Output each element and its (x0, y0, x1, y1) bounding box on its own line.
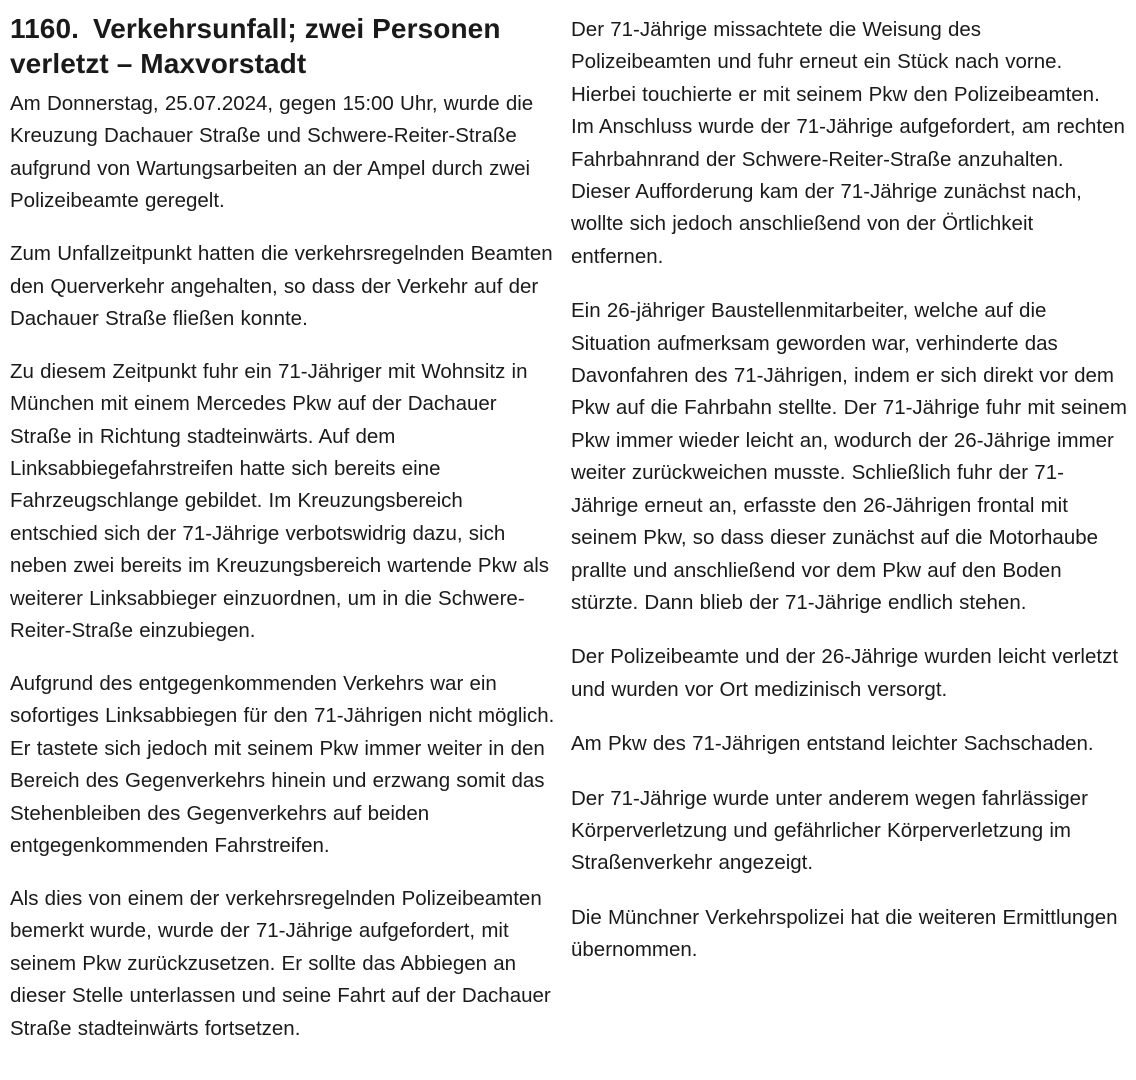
paragraph: Der 71-Jährige missachtete die Weisung des Polizeibeamten und fuhr erneut ein Stück nach vorne. Hierbei touchierte er mit seinem Pkw den Polizeibeamten. Im Anschluss wurde der 71-Jährige aufgefordert, am rechten Fahrbahnrand der Schwere-Reiter-Straße anzuhalten. Dieser Aufforderung kam der 71-Jährige zunächst nach, wollte sich jedoch anschließend von der Örtlichkeit entfernen. (571, 18, 1125, 268)
left-column (10, 0, 556, 1045)
paragraph: Aufgrund des entgegenkommenden Verkehrs war ein sofortiges Linksabbiegen für den 71-Jährigen nicht möglich. Er tastete sich jedoch mit seinem Pkw immer weiter in den Bereich des Gegenverkehrs hinein und erzwang somit das Stehenbleiben des Gegenverkehrs auf beiden entgegenkommenden Fahrstreifen. (10, 672, 555, 858)
paragraph: Ein 26-jähriger Baustellenmitarbeiter, welche auf die Situation aufmerksam geworden war, verhinderte das Davonfahren des 71-Jährigen, indem er sich direkt vor dem Pkw auf die Fahrbahn stellte. Der 71-Jährige fuhr mit seinem Pkw immer wieder leicht an, wodurch der 26-Jährige immer weiter zurückweichen musste. Schließlich fuhr der 71-Jährige erneut an, erfasste den 26-Jährigen frontal mit seinem Pkw, so dass dieser zunächst auf die Motorhaube prallte und anschließend vor dem Pkw auf den Boden stürzte. Dann blieb der 71-Jährige endlich stehen. (571, 299, 1127, 614)
right-column (571, 0, 1127, 989)
paragraph: Am Pkw des 71-Jährigen entstand leichter Sachschaden. (571, 732, 1094, 756)
paragraph: Zum Unfallzeitpunkt hatten die verkehrsregelnden Beamten den Querverkehr angehalten, so dass der Verkehr auf der Dachauer Straße fließen konnte. (10, 242, 553, 330)
paragraph: Die Münchner Verkehrspolizei hat die weiteren Ermittlungen übernommen. (571, 905, 1118, 962)
article-number: 1160. (10, 13, 80, 44)
article-title (10, 11, 556, 81)
paragraph: Als dies von einem der verkehrsregelnden Polizeibeamten bemerkt wurde, wurde der 71-Jährige aufgefordert, mit seinem Pkw zurückzusetzen. Er sollte das Abbiegen an dieser Stelle unterlassen und seine Fahrt auf der Dachauer Straße stadteinwärts fortsetzen. (10, 886, 551, 1040)
paragraph: Der 71-Jährige wurde unter anderem wegen fahrlässiger Körperverletzung und gefährlicher Körperverletzung im Straßenverkehr angezeigt. (571, 786, 1088, 875)
article-title-text: Verkehrsunfall; zwei Personen verletzt – Maxvorstadt (10, 13, 501, 79)
paragraph: Zu diesem Zeitpunkt fuhr ein 71-Jähriger mit Wohnsitz in München mit einem Mercedes Pkw auf der Dachauer Straße in Richtung stadteinwärts. Auf dem Linksabbiegefahrstreifen hatte sich bereits eine Fahrzeugschlange gebildet. Im Kreuzungsbereich entschied sich der 71-Jährige verbotswidrig dazu, sich neben zwei bereits im Kreuzungsbereich wartende Pkw als weiterer Linksabbieger einzuordnen, um in die Schwere-Reiter-Straße einzubiegen. (10, 359, 550, 643)
paragraph: Der Polizeibeamte und der 26-Jährige wurden leicht verletzt und wurden vor Ort medizinisch versorgt. (571, 645, 1119, 701)
paragraph: Am Donnerstag, 25.07.2024, gegen 15:00 Uhr, wurde die Kreuzung Dachauer Straße und Schwere-Reiter-Straße aufgrund von Wartungsarbeiten an der Ampel durch zwei Polizeibeamte geregelt. (10, 92, 534, 213)
